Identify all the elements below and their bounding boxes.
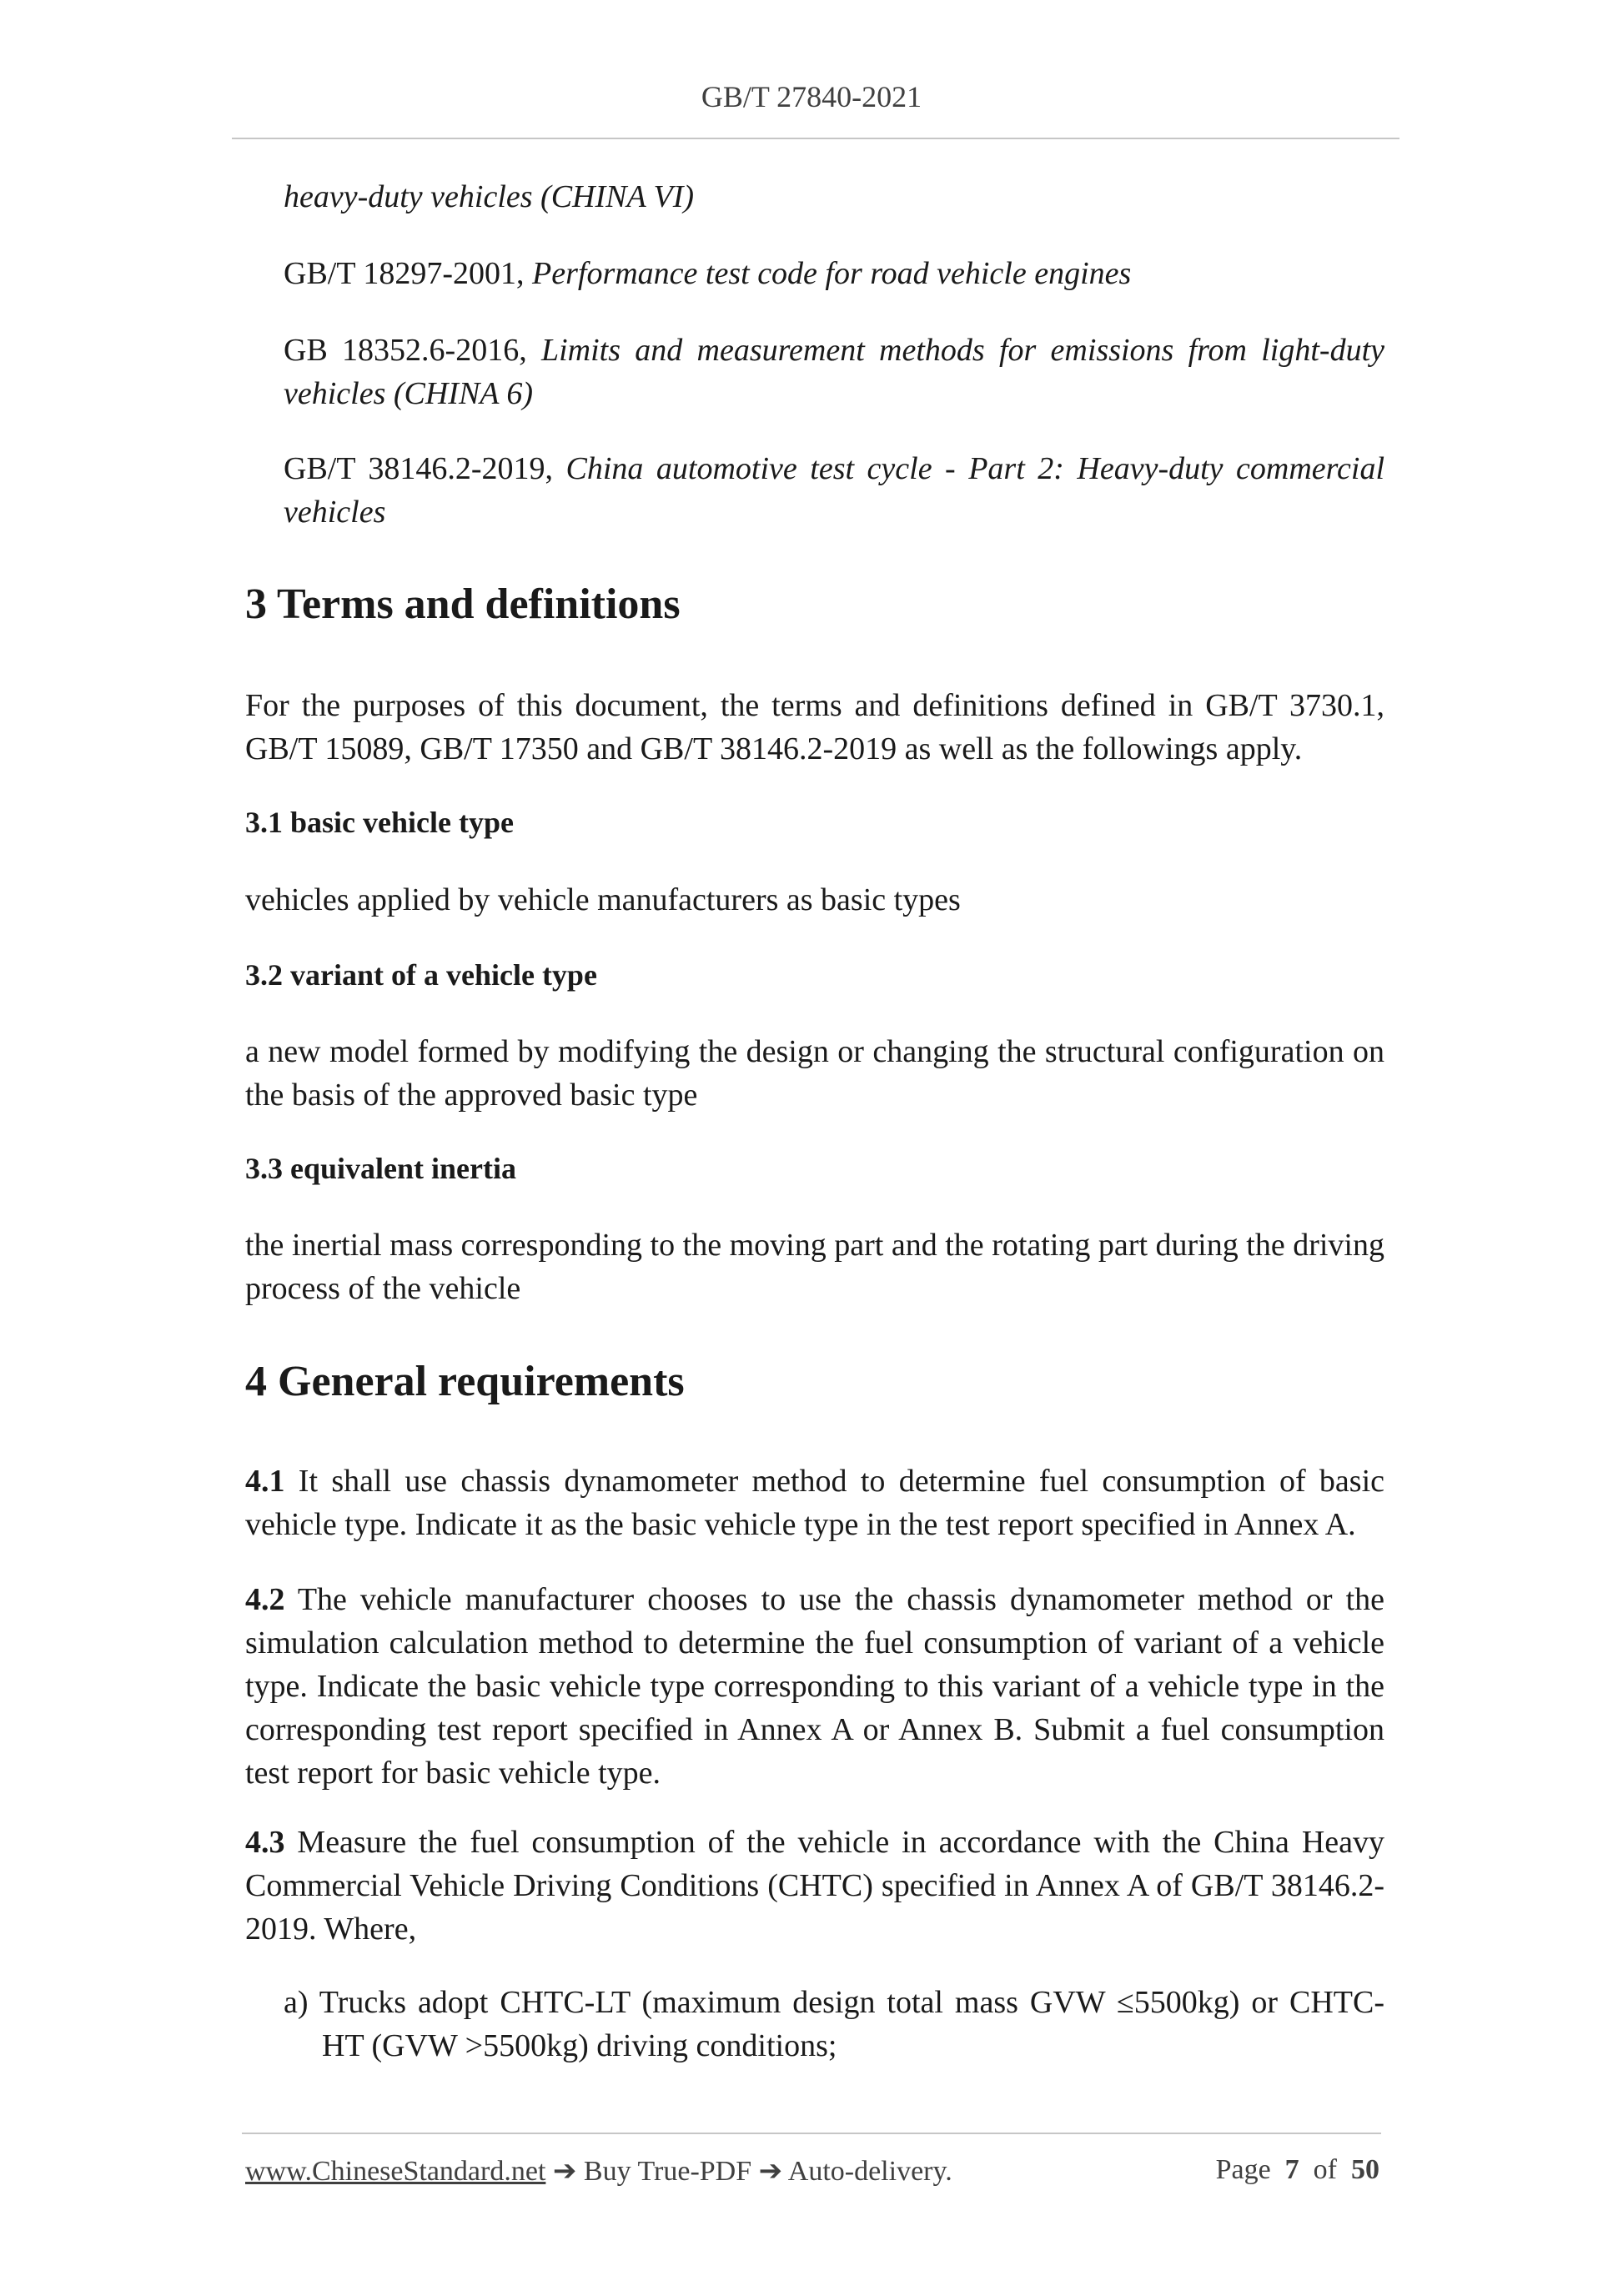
page-indicator [1216, 2154, 1379, 2186]
reference-title: China automotive test cycle - Part 2: Heavy-duty commercial vehicles [284, 451, 1384, 530]
clause-text: It shall use chassis dynamometer method to determine fuel consumption of basic vehicle type. Indicate it as the basic vehicle type in the test report specified in Annex A. [245, 1464, 1384, 1542]
clause-text: The vehicle manufacturer chooses to use the chassis dynamometer method or the simulation calculation method to determine the fuel consumption of variant of a vehicle type. Indicate the basic vehicle type corresponding to this variant of a vehicle type in the corresponding test report specified in Annex A or Annex B. Submit a fuel consumption test report for basic vehicle type. [245, 1582, 1384, 1791]
arrow-right-icon: ➔ [545, 2156, 584, 2187]
clause-number: 4.3 [245, 1825, 285, 1860]
page-number: 7 [1284, 2154, 1299, 2185]
term-title: 3.3 equivalent inertia [245, 1152, 516, 1185]
reference-item [284, 252, 1384, 295]
reference-code: GB 18352.6-2016, [284, 333, 541, 368]
page-footer [245, 2154, 1379, 2188]
term-title: 3.1 basic vehicle type [245, 806, 514, 839]
of-label: of [1313, 2154, 1337, 2185]
reference-item [284, 329, 1384, 415]
term-definition: a new model formed by modifying the design or changing the structural configuration on the basis of the approved basic type [245, 1034, 1384, 1113]
clause-paragraph [245, 1459, 1384, 1546]
term-definition: vehicles applied by vehicle manufacturers as basic types [245, 882, 961, 917]
arrow-right-icon: ➔ [751, 2156, 788, 2187]
header-divider [232, 138, 1399, 139]
buy-pdf-text: Buy True-PDF [583, 2156, 752, 2187]
reference-title: Performance test code for road vehicle engines [532, 256, 1132, 291]
term-title: 3.2 variant of a vehicle type [245, 958, 597, 992]
footer-divider [242, 2133, 1381, 2134]
page-header: GB/T 27840-2021 [701, 80, 922, 113]
clause-number: 4.1 [245, 1464, 285, 1499]
reference-title: heavy-duty vehicles (CHINA VI) [284, 179, 695, 214]
reference-title: Limits and measurement methods for emissions from light-duty vehicles (CHINA 6) [284, 333, 1384, 411]
term-definition: the inertial mass corresponding to the moving part and the rotating part during the driving process of the vehicle [245, 1228, 1384, 1306]
auto-delivery-text: Auto-delivery. [787, 2156, 952, 2187]
reference-item [284, 447, 1384, 534]
clause-text: Measure the fuel consumption of the vehicle in accordance with the China Heavy Commercial Vehicle Driving Conditions (CHTC) specified in Annex A of GB/T 38146.2-2019. Where, [245, 1825, 1384, 1947]
reference-item [284, 175, 1384, 219]
page-total: 50 [1351, 2154, 1379, 2185]
section-heading: 3 Terms and definitions [245, 580, 681, 628]
reference-code: GB/T 18297-2001, [284, 256, 533, 291]
reference-code: GB/T 38146.2-2019, [284, 451, 566, 486]
section-heading: 4 General requirements [245, 1358, 685, 1405]
list-item: a) Trucks adopt CHTC-LT (maximum design total mass GVW ≤5500kg) or CHTC-HT (GVW >5500kg) driving conditions; [284, 1985, 1384, 2063]
clause-number: 4.2 [245, 1582, 285, 1617]
clause-paragraph [245, 1578, 1384, 1795]
clause-paragraph [245, 1821, 1384, 1951]
page-label: Page [1215, 2154, 1271, 2185]
section-intro: For the purposes of this document, the terms and definitions defined in GB/T 3730.1, GB/T 15089, GB/T 17350 and GB/T 38146.2-2019 as well as the followings apply. [245, 688, 1384, 766]
website-link[interactable]: www.ChineseStandard.net [245, 2156, 546, 2187]
